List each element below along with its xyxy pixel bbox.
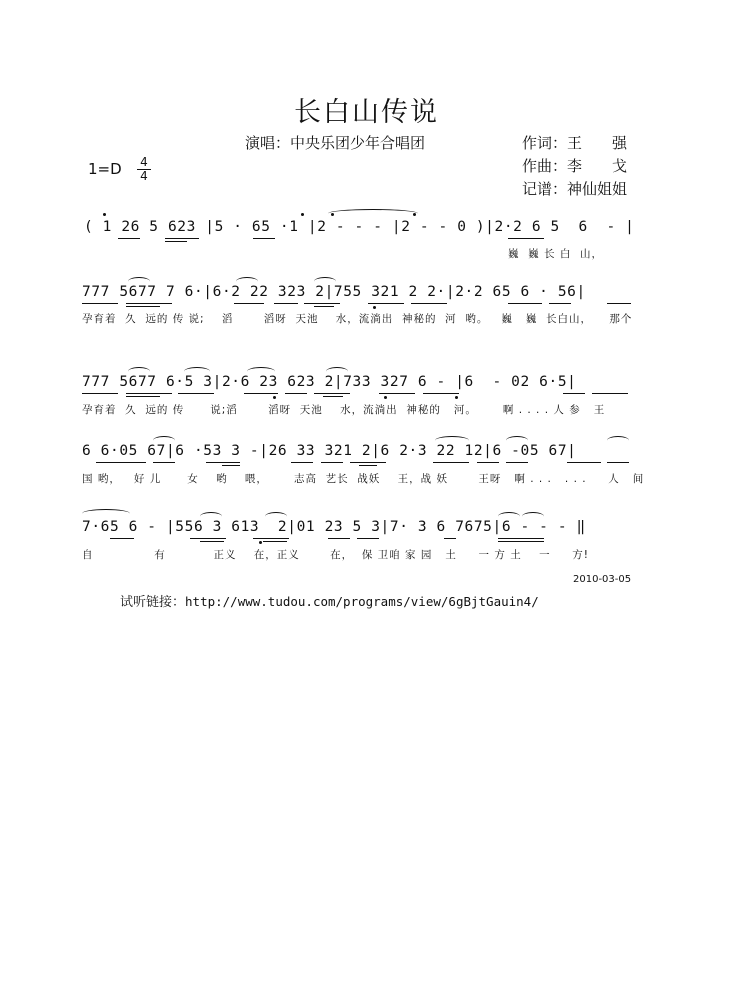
beam-underline: [153, 462, 175, 463]
audition-label: 试听链接：: [120, 595, 186, 610]
slur-mark: [506, 436, 528, 445]
beam-underline: [314, 393, 350, 394]
beam-underline: [222, 465, 240, 466]
beam-underline: [200, 541, 224, 542]
time-signature: [137, 156, 151, 183]
slur-mark: [128, 277, 150, 286]
beam-underline: [126, 303, 172, 304]
high-octave-dot: [301, 213, 304, 216]
notation-line-1: ( 1 26 5 623 |5 · 65 ·1 |2 - - - |2 - - 0 )|2·2 6 5 6 - |: [84, 219, 635, 235]
beam-underline: [477, 462, 499, 463]
low-octave-dot: [373, 306, 376, 309]
beam-underline: [118, 238, 140, 239]
slur-mark: [607, 436, 629, 445]
time-signature-bottom: 4: [140, 169, 148, 183]
beam-underline: [592, 393, 628, 394]
lyrics-line-1: 巍 巍 长 白 山，: [508, 248, 604, 260]
beam-underline: [567, 462, 601, 463]
slur-mark: [498, 512, 520, 521]
low-octave-dot: [259, 541, 262, 544]
beam-underline: [357, 538, 379, 539]
beam-underline: [323, 396, 343, 397]
beam-underline: [359, 465, 377, 466]
beam-underline: [508, 303, 542, 304]
beam-underline: [253, 238, 275, 239]
high-octave-dot: [103, 213, 106, 216]
slur-mark: [435, 436, 469, 445]
slur-mark: [82, 509, 130, 518]
beam-underline: [607, 303, 631, 304]
beam-underline: [379, 393, 415, 394]
slur-mark: [522, 512, 544, 521]
lyrics-line-5: 自 有 正义 在，正义 在， 保 卫咱 家 园 土 一 方 土 一 方!: [82, 549, 589, 561]
beam-underline: [350, 462, 386, 463]
song-title: 长白山传说: [294, 97, 439, 128]
beam-underline: [126, 396, 160, 397]
beam-underline: [498, 541, 544, 542]
beam-underline: [263, 541, 287, 542]
key-signature: 1=D: [88, 160, 122, 178]
low-octave-dot: [384, 396, 387, 399]
notation-line-5: 7·65 6 - |556 3 613 2|01 23 5 3|7· 3 6 7675|6 - - - ‖: [82, 519, 586, 535]
beam-underline: [304, 303, 340, 304]
beam-underline: [423, 393, 459, 394]
composer-credit: 作曲：李 戈: [522, 157, 628, 175]
lyricist-credit: 作词：王 强: [522, 134, 628, 152]
notation-line-4: 6 6·05 67|6 ·53 3 -|26 33 321 2|6 2·3 22 12|6 -05 67|: [82, 443, 577, 459]
audition-link-row: [120, 591, 539, 610]
beam-underline: [253, 538, 289, 539]
beam-underline: [498, 538, 544, 539]
beam-underline: [82, 303, 118, 304]
slur-mark: [236, 277, 258, 286]
beam-underline: [368, 303, 404, 304]
time-signature-top: 4: [137, 156, 151, 170]
beam-underline: [411, 303, 447, 304]
notation-line-3: 777 5677 6·5 3|2·6 23 623 2|733 327 6 - |6 - 02 6·5|: [82, 374, 577, 390]
beam-underline: [274, 303, 298, 304]
beam-underline: [285, 393, 307, 394]
notation-line-2: 777 5677 7 6·|6·2 22 323 2|755 321 2 2·|2·2 65 6 · 56|: [82, 284, 586, 300]
beam-underline: [165, 238, 199, 239]
slur-mark: [153, 436, 175, 445]
beam-underline: [549, 303, 571, 304]
beam-underline: [234, 303, 264, 304]
beam-underline: [82, 393, 118, 394]
beam-underline: [206, 462, 240, 463]
slur-mark: [314, 277, 336, 286]
beam-underline: [126, 306, 160, 307]
tie-mark: [328, 209, 418, 218]
beam-underline: [165, 241, 187, 242]
lyrics-line-4: 国 哟， 好 儿 女 哟 喂， 志高 艺长 战妖 王，战 妖 王呀 啊 . . . . . . 人 间: [82, 473, 645, 485]
transcription-date: 2010-03-05: [573, 574, 632, 585]
beam-underline: [607, 462, 629, 463]
beam-underline: [96, 462, 146, 463]
beam-underline: [508, 238, 544, 239]
beam-underline: [190, 538, 226, 539]
slur-mark: [200, 512, 222, 521]
beam-underline: [178, 393, 214, 394]
slur-mark: [184, 367, 210, 376]
performer-credit: 演唱：中央乐团少年合唱团: [245, 134, 426, 152]
beam-underline: [433, 462, 469, 463]
slur-mark: [326, 367, 348, 376]
beam-underline: [244, 393, 278, 394]
slur-mark: [247, 367, 275, 376]
beam-underline: [126, 393, 172, 394]
beam-underline: [314, 306, 334, 307]
transcriber-credit: 记谱：神仙姐姐: [522, 180, 628, 198]
slur-mark: [265, 512, 287, 521]
audition-url-link[interactable]: http://www.tudou.com/programs/view/6gBjtGauin4/: [185, 594, 539, 609]
low-octave-dot: [273, 396, 276, 399]
beam-underline: [444, 538, 456, 539]
beam-underline: [563, 393, 585, 394]
beam-underline: [321, 462, 343, 463]
low-octave-dot: [455, 396, 458, 399]
beam-underline: [506, 462, 528, 463]
beam-underline: [291, 462, 313, 463]
beam-underline: [110, 538, 134, 539]
beam-underline: [328, 538, 350, 539]
lyrics-line-2: 孕育着 久 远的 传 说; 滔 滔呀 天池 水，流淌出 神秘的 河 哟。 巍 巍 长白山， 那个: [82, 313, 633, 325]
lyrics-line-3: 孕育着 久 远的 传 说;滔 滔呀 天池 水，流淌出 神秘的 河。 啊 . . . . 人 参 王: [82, 404, 606, 416]
slur-mark: [128, 367, 150, 376]
